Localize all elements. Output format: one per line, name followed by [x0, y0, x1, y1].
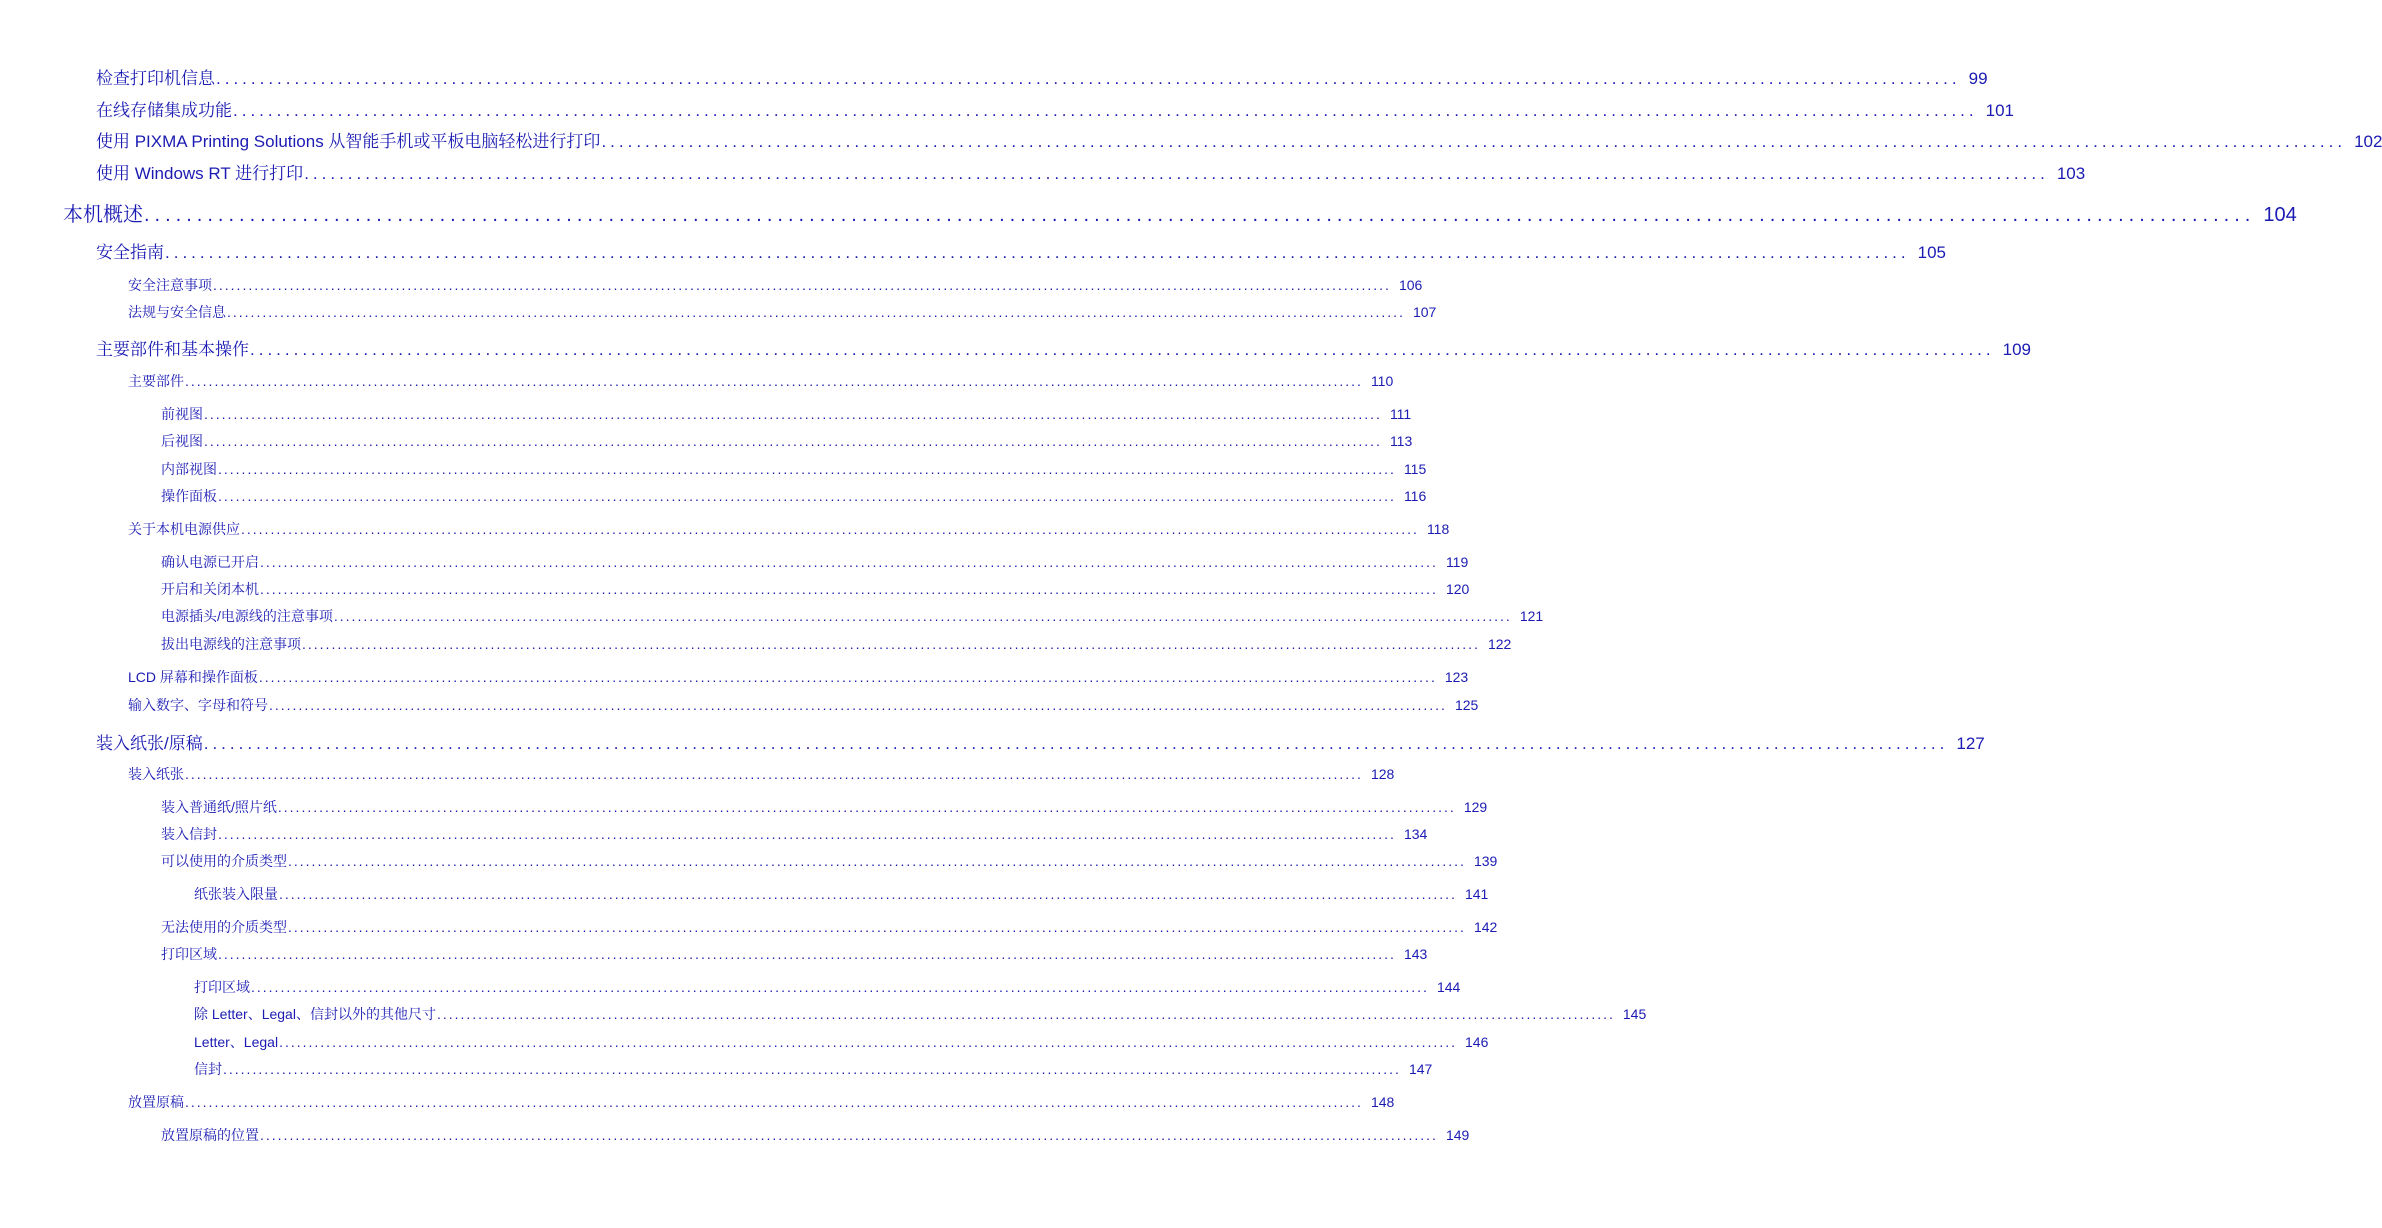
- toc-entry-title: 在线存储集成功能: [96, 101, 232, 120]
- toc-entry-page-number: 123: [1444, 669, 1469, 685]
- dot-leader: ........................................................................................................................................................................................................: [302, 636, 1480, 652]
- toc-entry[interactable]: [161, 824, 1428, 844]
- toc-entry-page-number: 104: [2263, 204, 2297, 226]
- toc-entry-page-number: 145: [1622, 1006, 1647, 1022]
- toc-entry-title: 内部视图: [161, 461, 217, 477]
- toc-entry-title: 本机概述: [63, 204, 143, 226]
- dot-leader: ........................................................................................................................................................................................................: [288, 919, 1466, 935]
- toc-entry-title: 使用 Windows RT 进行打印: [96, 164, 304, 183]
- toc-entry[interactable]: [161, 917, 1498, 937]
- toc-entry[interactable]: [161, 486, 1427, 506]
- toc-entry-page-number: 125: [1454, 697, 1479, 713]
- toc-entry-page-number: 139: [1473, 853, 1498, 869]
- dot-leader: ........................................................................................................................................................................................................: [213, 277, 1391, 293]
- toc-entry-title: 装入普通纸/照片纸: [161, 799, 277, 815]
- toc-entry-title: 操作面板: [161, 488, 217, 504]
- toc-entry[interactable]: [96, 96, 2015, 121]
- toc-entry-title: 检查打印机信息: [96, 69, 215, 88]
- toc-entry-title: 装入信封: [161, 826, 217, 842]
- toc-entry-title: 主要部件: [128, 373, 184, 389]
- toc-entry-title: Letter、Legal: [194, 1034, 279, 1050]
- toc-entry[interactable]: [161, 459, 1427, 479]
- toc-entry[interactable]: [63, 198, 2297, 227]
- dot-leader: ........................................................................................................................................................................................................: [185, 373, 1363, 389]
- toc-entry-page-number: 99: [1968, 69, 1988, 88]
- toc-entry-page-number: 107: [1412, 304, 1437, 320]
- toc-entry-title: 使用 PIXMA Printing Solutions 从智能手机或平板电脑轻松进行打印: [96, 132, 601, 151]
- dot-leader: ........................................................................................................................................................................................................: [218, 461, 1396, 477]
- toc-entry-title: 开启和关闭本机: [161, 581, 259, 597]
- dot-leader: ........................................................................................................................................................................................................: [269, 697, 1447, 713]
- toc-entry-page-number: 116: [1403, 488, 1427, 504]
- toc-entry-title: 打印区域: [194, 979, 250, 995]
- toc-entry-title: 确认电源已开启: [161, 554, 259, 570]
- toc-entry[interactable]: [128, 302, 1437, 322]
- toc-entry-page-number: 121: [1519, 608, 1544, 624]
- toc-entry-page-number: 122: [1487, 636, 1512, 652]
- dot-leader: ........................................................................................................................................................................................................: [333, 608, 1512, 624]
- dot-leader: ........................................................................................................................................................................................................: [250, 340, 1995, 359]
- toc-entry-title: 信封: [194, 1061, 222, 1077]
- toc-entry-page-number: 147: [1408, 1061, 1433, 1077]
- dot-leader: ........................................................................................................................................................................................................: [218, 826, 1396, 842]
- toc-entry-page-number: 102: [2354, 132, 2382, 151]
- toc-entry[interactable]: [161, 404, 1412, 424]
- toc-entry[interactable]: [194, 1059, 1433, 1079]
- dot-leader: ........................................................................................................................................................................................................: [165, 243, 1910, 262]
- toc-entry-page-number: 149: [1445, 1127, 1470, 1143]
- toc-entry-title: 前视图: [161, 406, 203, 422]
- toc-entry-title: 输入数字、字母和符号: [128, 697, 268, 713]
- dot-leader: ........................................................................................................................................................................................................: [258, 669, 1437, 685]
- toc-entry-title: 后视图: [161, 433, 203, 449]
- toc-entry[interactable]: [161, 851, 1498, 871]
- toc-entry-title: 电源插头/电源线的注意事项: [161, 608, 333, 624]
- toc-entry-title: 关于本机电源供应: [128, 521, 240, 537]
- toc-entry-page-number: 105: [1917, 243, 1947, 262]
- dot-leader: ........................................................................................................................................................................................................: [241, 521, 1419, 537]
- toc-entry-page-number: 111: [1389, 406, 1412, 422]
- toc-entry-page-number: 109: [2002, 340, 2032, 359]
- dot-leader: ........................................................................................................................................................................................................: [204, 406, 1382, 422]
- toc-entry[interactable]: [128, 667, 1469, 687]
- dot-leader: ........................................................................................................................................................................................................: [260, 581, 1438, 597]
- dot-leader: ........................................................................................................................................................................................................: [279, 886, 1457, 902]
- toc-entry-title: 主要部件和基本操作: [96, 340, 249, 359]
- toc-entry-title: 法规与安全信息: [128, 304, 226, 320]
- toc-entry-page-number: 120: [1445, 581, 1470, 597]
- toc-entry-title: 装入纸张: [128, 766, 184, 782]
- toc-entry[interactable]: [128, 275, 1423, 295]
- toc-entry-page-number: 119: [1445, 554, 1469, 570]
- toc-entry[interactable]: [194, 884, 1489, 904]
- toc-entry-page-number: 101: [1985, 101, 2015, 120]
- dot-leader: ........................................................................................................................................................................................................: [260, 1127, 1438, 1143]
- toc-entry[interactable]: [161, 944, 1428, 964]
- toc-entry-title: 拔出电源线的注意事项: [161, 636, 301, 652]
- dot-leader: ........................................................................................................................................................................................................: [218, 488, 1396, 504]
- dot-leader: ........................................................................................................................................................................................................: [185, 1094, 1363, 1110]
- toc-entry[interactable]: [128, 1092, 1395, 1112]
- toc-entry-page-number: 128: [1370, 766, 1395, 782]
- toc-entry-title: 可以使用的介质类型: [161, 853, 287, 869]
- toc-entry[interactable]: [96, 127, 2382, 152]
- toc-entry-page-number: 118: [1426, 521, 1450, 537]
- toc-entry-page-number: 129: [1463, 799, 1488, 815]
- toc-entry[interactable]: [161, 1125, 1470, 1145]
- toc-entry[interactable]: [161, 552, 1469, 572]
- dot-leader: ........................................................................................................................................................................................................: [436, 1006, 1615, 1022]
- dot-leader: ........................................................................................................................................................................................................: [233, 101, 1978, 120]
- toc-entry-title: 打印区域: [161, 946, 217, 962]
- toc-entry[interactable]: [96, 64, 1988, 89]
- toc-entry-page-number: 148: [1370, 1094, 1395, 1110]
- dot-leader: ........................................................................................................................................................................................................: [288, 853, 1466, 869]
- dot-leader: ........................................................................................................................................................................................................: [601, 132, 2347, 151]
- toc-entry-title: 安全注意事项: [128, 277, 212, 293]
- toc-entry[interactable]: [96, 729, 1985, 754]
- toc-entry-title: 放置原稿: [128, 1094, 184, 1110]
- toc-entry[interactable]: [161, 431, 1413, 451]
- dot-leader: ........................................................................................................................................................................................................: [144, 204, 2256, 226]
- toc-entry-page-number: 113: [1389, 433, 1413, 449]
- toc-entry-title: 纸张装入限量: [194, 886, 278, 902]
- toc-entry-page-number: 103: [2056, 164, 2086, 183]
- toc-entry-page-number: 142: [1473, 919, 1498, 935]
- toc-entry-title: 安全指南: [96, 243, 164, 262]
- dot-leader: ........................................................................................................................................................................................................: [218, 946, 1396, 962]
- toc-entry[interactable]: [128, 695, 1479, 715]
- toc-entry[interactable]: [194, 1004, 1647, 1024]
- toc-entry-page-number: 134: [1403, 826, 1428, 842]
- dot-leader: ........................................................................................................................................................................................................: [227, 304, 1405, 320]
- toc-entry[interactable]: [128, 519, 1450, 539]
- toc-entry-page-number: 106: [1398, 277, 1423, 293]
- toc-entry[interactable]: [161, 606, 1544, 626]
- toc-entry-page-number: 143: [1403, 946, 1428, 962]
- dot-leader: ........................................................................................................................................................................................................: [304, 164, 2049, 183]
- toc-entry[interactable]: [161, 634, 1512, 654]
- toc-entry[interactable]: [96, 238, 1947, 263]
- toc-entry-page-number: 141: [1464, 886, 1489, 902]
- toc-entry-page-number: 115: [1403, 461, 1427, 477]
- dot-leader: ........................................................................................................................................................................................................: [223, 1061, 1401, 1077]
- toc-entry[interactable]: [128, 764, 1395, 784]
- toc-entry-page-number: 127: [1956, 734, 1985, 753]
- toc-entry[interactable]: [96, 159, 2086, 184]
- toc-entry[interactable]: [161, 797, 1488, 817]
- toc-entry[interactable]: [128, 371, 1394, 391]
- dot-leader: ........................................................................................................................................................................................................: [251, 979, 1429, 995]
- toc-entry-page-number: 144: [1436, 979, 1461, 995]
- dot-leader: ........................................................................................................................................................................................................: [260, 554, 1438, 570]
- toc-entry-title: LCD 屏幕和操作面板: [128, 669, 258, 685]
- toc-entry-title: 装入纸张/原稿: [96, 734, 203, 753]
- toc-entry-title: 无法使用的介质类型: [161, 919, 287, 935]
- toc-entry[interactable]: [194, 977, 1461, 997]
- toc-entry[interactable]: [194, 1032, 1489, 1052]
- dot-leader: ........................................................................................................................................................................................................: [279, 1034, 1457, 1050]
- dot-leader: ........................................................................................................................................................................................................: [204, 433, 1382, 449]
- dot-leader: ........................................................................................................................................................................................................: [203, 734, 1949, 753]
- dot-leader: ........................................................................................................................................................................................................: [216, 69, 1961, 88]
- toc-entry[interactable]: [96, 335, 2032, 360]
- toc-entry-title: 放置原稿的位置: [161, 1127, 259, 1143]
- toc-entry-title: 除 Letter、Legal、信封以外的其他尺寸: [194, 1006, 436, 1022]
- toc-entry-page-number: 110: [1370, 373, 1394, 389]
- dot-leader: ........................................................................................................................................................................................................: [277, 799, 1456, 815]
- dot-leader: ........................................................................................................................................................................................................: [185, 766, 1363, 782]
- toc-entry-page-number: 146: [1465, 1034, 1489, 1050]
- toc-entry[interactable]: [161, 579, 1470, 599]
